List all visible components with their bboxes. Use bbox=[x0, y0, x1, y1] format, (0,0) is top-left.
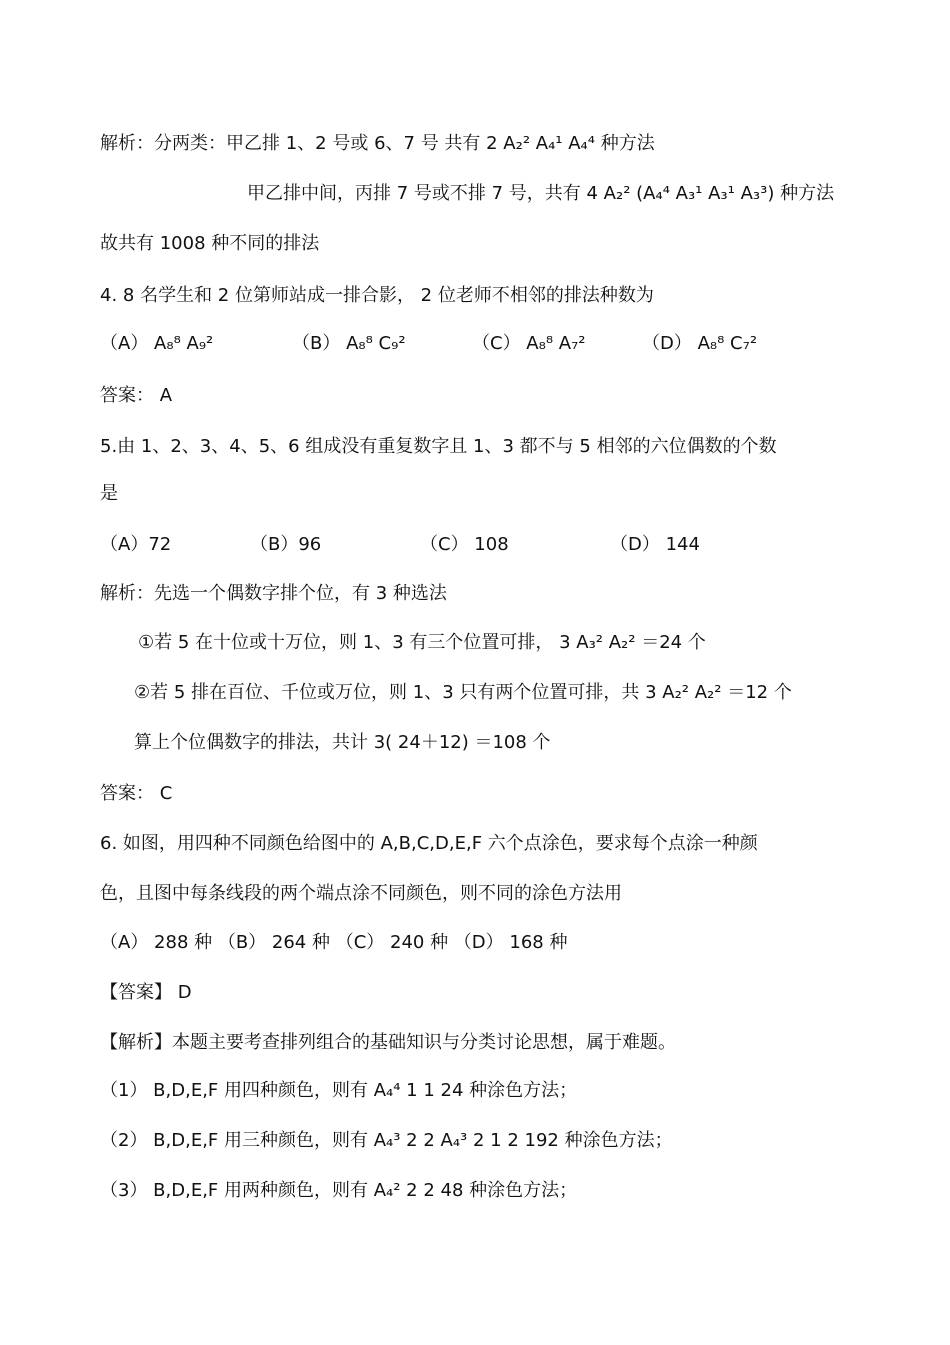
q6-case-3: （3） B,D,E,F 用两种颜色，则有 A₄² 2 2 48 种涂色方法； bbox=[100, 1180, 578, 1201]
q6-options: （A） 288 种 （B） 264 种 （C） 240 种 （D） 168 种 bbox=[100, 932, 568, 953]
question-4: 4. 8 名学生和 2 位第师站成一排合影， 2 位老师不相邻的排法种数为 bbox=[100, 285, 654, 306]
q4-option-d: （D） A₈⁸ C₇² bbox=[642, 333, 758, 354]
q4-option-c: （C） A₈⁸ A₇² bbox=[472, 333, 586, 354]
solution-line-2: 甲乙排中间，丙排 7 号或不排 7 号，共有 4 A₂² (A₄⁴ A₃¹ A₃¹ A₃³) 种方法 bbox=[247, 183, 835, 204]
q5-solution-3: ②若 5 排在百位、千位或万位，则 1、3 只有两个位置可排，共 3 A₂² A₂² ＝12 个 bbox=[134, 682, 792, 703]
q4-option-a: （A） A₈⁸ A₉² bbox=[100, 333, 214, 354]
q5-answer: 答案： C bbox=[100, 783, 173, 804]
q5-option-a: （A）72 bbox=[100, 534, 172, 555]
solution-line-1: 解析：分两类：甲乙排 1、2 号或 6、7 号 共有 2 A₂² A₄¹ A₄⁴ 种方法 bbox=[100, 133, 655, 154]
q5-solution-4: 算上个位偶数字的排法，共计 3( 24＋12) ＝108 个 bbox=[134, 732, 551, 753]
q6-answer: 【答案】 D bbox=[100, 982, 192, 1003]
q6-analysis: 【解析】本题主要考查排列组合的基础知识与分类讨论思想，属于难题。 bbox=[100, 1032, 676, 1053]
q5-solution-2: ①若 5 在十位或十万位，则 1、3 有三个位置可排， 3 A₃² A₂² ＝24 个 bbox=[138, 632, 706, 653]
q5-option-d: （D） 144 bbox=[610, 534, 700, 555]
question-5-line-2: 是 bbox=[100, 483, 118, 504]
q5-option-c: （C） 108 bbox=[420, 534, 509, 555]
q4-answer: 答案： A bbox=[100, 385, 173, 406]
question-6-line-2: 色，且图中每条线段的两个端点涂不同颜色，则不同的涂色方法用 bbox=[100, 883, 622, 904]
q4-option-b: （B） A₈⁸ C₉² bbox=[292, 333, 406, 354]
q6-case-2: （2） B,D,E,F 用三种颜色，则有 A₄³ 2 2 A₄³ 2 1 2 192 种涂色方法； bbox=[100, 1130, 673, 1151]
question-6-line-1: 6. 如图，用四种不同颜色给图中的 A,B,C,D,E,F 六个点涂色，要求每个点涂一种颜 bbox=[100, 833, 758, 854]
q5-option-b: （B）96 bbox=[250, 534, 322, 555]
q6-case-1: （1） B,D,E,F 用四种颜色，则有 A₄⁴ 1 1 24 种涂色方法； bbox=[100, 1080, 578, 1101]
q5-solution-1: 解析：先选一个偶数字排个位，有 3 种选法 bbox=[100, 583, 447, 604]
question-5-line-1: 5.由 1、2、3、4、5、6 组成没有重复数字且 1、3 都不与 5 相邻的六位偶数的个数 bbox=[100, 436, 777, 457]
solution-line-3: 故共有 1008 种不同的排法 bbox=[100, 233, 320, 254]
